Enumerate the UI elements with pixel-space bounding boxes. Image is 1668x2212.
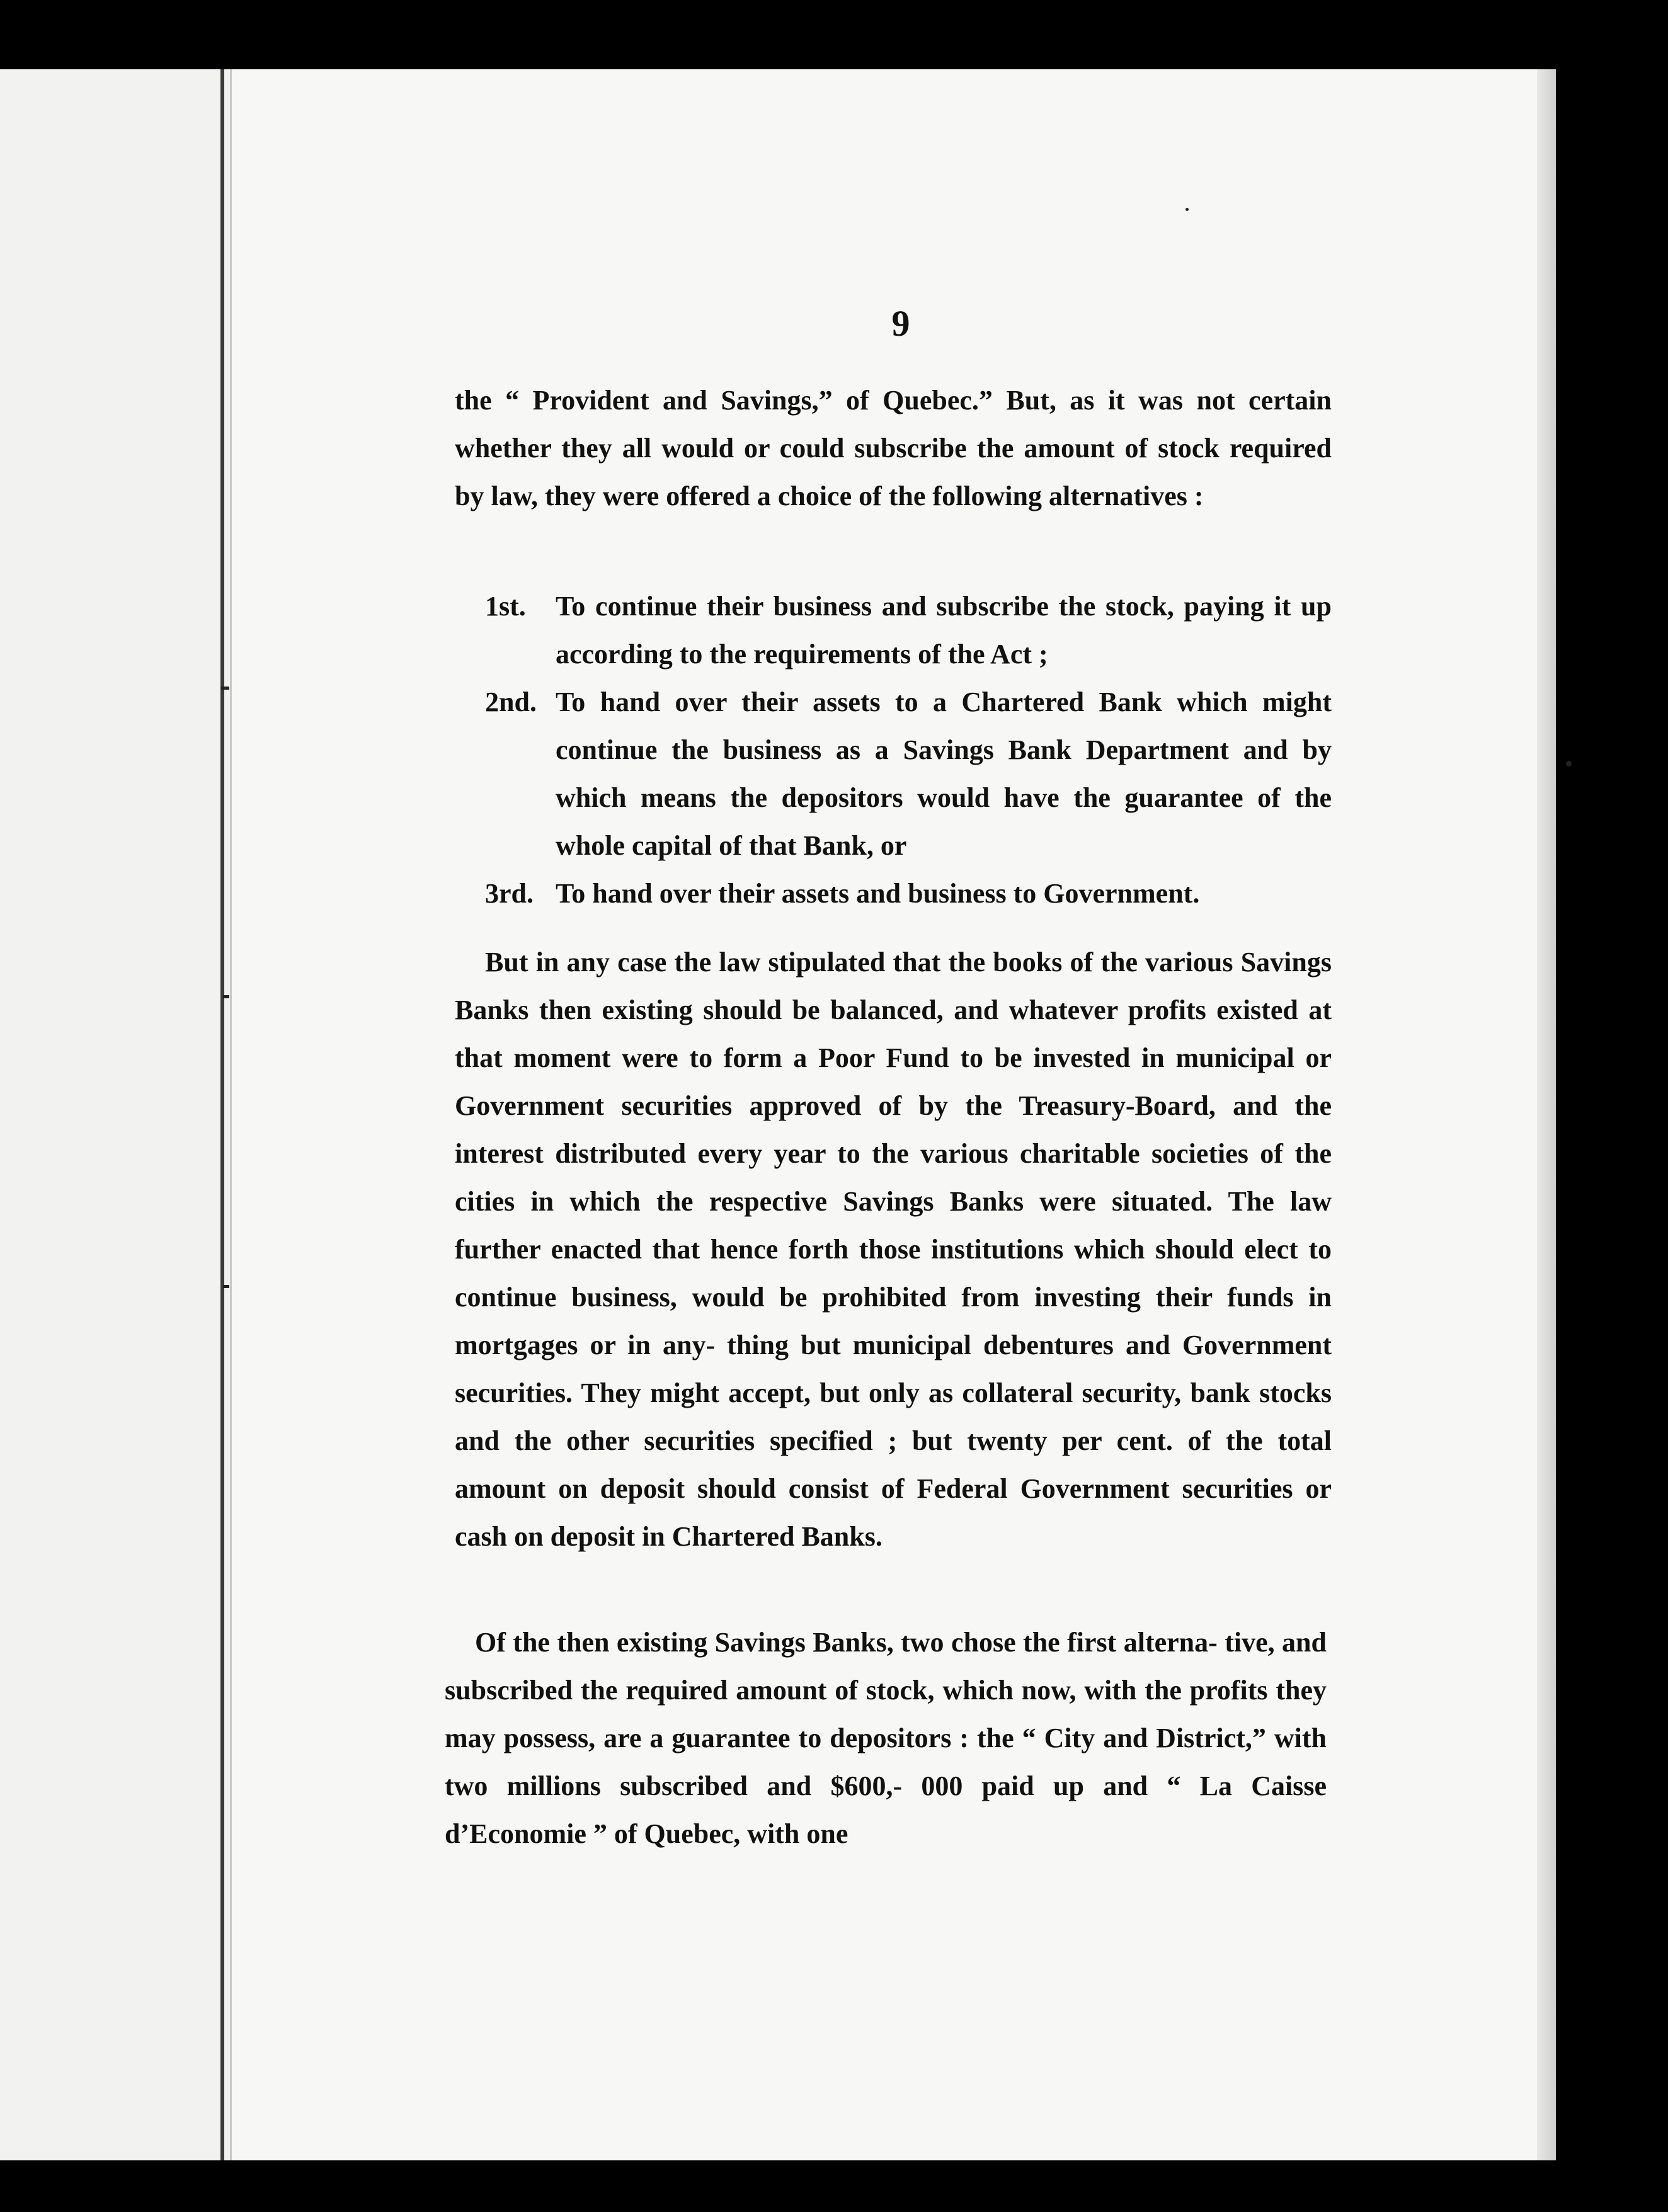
list-item xyxy=(455,678,1332,870)
list-item xyxy=(455,583,1332,678)
page-edge-shadow xyxy=(1537,69,1556,2160)
margin-tick xyxy=(223,995,229,998)
list-item-label: 2nd. xyxy=(485,687,537,717)
list-item-text: To hand over their assets to a Chartered Bank which might continue the business as a Savings Bank Department and by which means the depositors would have the guarantee of the whole capital of that Bank, or xyxy=(556,687,1332,861)
paragraph-1: the “ Provident and Savings,” of Quebec.” But, as it was not certain whether they all would or could subscribe the amount of stock required by law, they were offered a choice of the following alternatives : xyxy=(455,385,1332,511)
paragraph-2: But in any case the law stipulated that the books of the various Savings Banks then existing should be balanced, and whatever profits existed at that moment were to form a Poor Fund to be invested in municipal or Government securities approved of by the Treasury-Board, and the interest distributed every year to the various charitable societies of the cities in which the respective Savings Banks were situated. The law further enacted that hence forth those institutions which should elect to continue business, would be prohibited from investing their funds in mortgages or in any- thing but municipal debentures and Government securities. They might accept, but only as collateral security, bank stocks and the other securities specified ; but twenty per cent. of the total amount on deposit should consist of Federal Government securities or cash on deposit in Chartered Banks. xyxy=(455,947,1332,1552)
alternatives-list xyxy=(455,583,1332,918)
book-spine-line xyxy=(220,69,224,2160)
paragraph-3: Of the then existing Savings Banks, two chose the first alterna- tive, and subscribed the required amount of stock, which now, with the profits they may possess, are a guarantee to depositors : the “ City and District,” with two millions subscribed and $600,- 000 paid up and “ La Caisse d’Economie ” of Quebec, with one xyxy=(445,1627,1327,1849)
margin-tick xyxy=(220,687,229,690)
list-item-label: 1st. xyxy=(485,591,526,622)
scan-speck xyxy=(1566,761,1572,767)
previous-page-edge xyxy=(0,69,232,2160)
list-item xyxy=(455,870,1332,918)
page-number: 9 xyxy=(891,303,910,344)
list-item-text: To continue their business and subscribe the stock, paying it up according to the requirements of the Act ; xyxy=(556,591,1332,670)
margin-tick xyxy=(223,1285,229,1288)
scan-speck xyxy=(1185,208,1189,211)
list-item-text: To hand over their assets and business to Government. xyxy=(556,878,1200,909)
list-item-label: 3rd. xyxy=(485,878,534,909)
